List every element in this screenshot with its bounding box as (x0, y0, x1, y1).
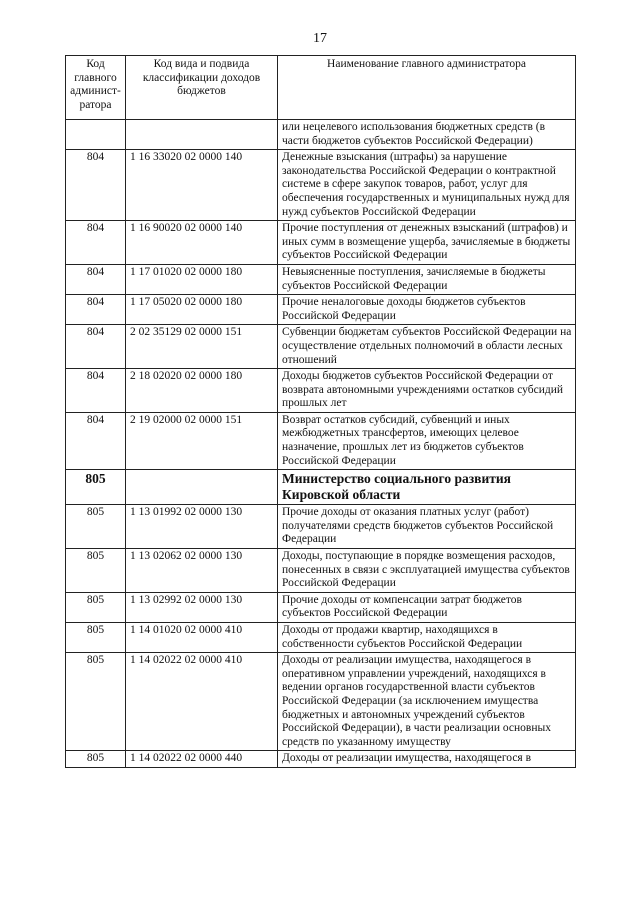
table-row (66, 221, 576, 265)
table-row (66, 592, 576, 622)
cell-classification-code: 1 16 90020 02 0000 140 (126, 221, 278, 265)
table-row (66, 549, 576, 593)
cell-admin-name: Доходы от реализации имущества, находящегося в оперативном управлении учреждений, находящихся в ведении органов государственной власти субъектов Российской Федерации (за исключением имущества бюджетных и автономных учреждений субъектов Российской Федерации), в части реализации основных средств по указанному имуществу (278, 653, 576, 751)
cell-admin-name: Прочие доходы от оказания платных услуг (работ) получателями средств бюджетов субъектов Российской Федерации (278, 505, 576, 549)
cell-admin-code: 805 (66, 623, 126, 653)
cell-classification-code: 1 14 02022 02 0000 440 (126, 751, 278, 768)
cell-admin-name: Прочие неналоговые доходы бюджетов субъектов Российской Федерации (278, 295, 576, 325)
cell-admin-code: 804 (66, 369, 126, 413)
cell-admin-code: 805 (66, 549, 126, 593)
cell-admin-name: Возврат остатков субсидий, субвенций и иных межбюджетных трансфертов, имеющих целевое назначение, прошлых лет из бюджетов субъектов Российской Федерации (278, 412, 576, 469)
cell-admin-code: 805 (66, 592, 126, 622)
cell-admin-code: 804 (66, 221, 126, 265)
cell-admin-name: Доходы от реализации имущества, находящегося в (278, 751, 576, 768)
header-classification-code: Код вида и подвида классификации доходов бюджетов (126, 56, 278, 120)
cell-admin-code: 804 (66, 412, 126, 469)
table-row (66, 325, 576, 369)
table-row (66, 150, 576, 221)
cell-admin-code: 805 (66, 653, 126, 751)
cell-classification-code: 2 19 02000 02 0000 151 (126, 412, 278, 469)
cell-admin-name: Невыясненные поступления, зачисляемые в бюджеты субъектов Российской Федерации (278, 264, 576, 294)
table-row (66, 751, 576, 768)
header-admin-code: Код главного админист-ратора (66, 56, 126, 120)
cell-classification-code: 1 17 01020 02 0000 180 (126, 264, 278, 294)
table-row (66, 623, 576, 653)
table-row (66, 295, 576, 325)
cell-admin-name: Субвенции бюджетам субъектов Российской Федерации на осуществление отдельных полномочий в области лесных отношений (278, 325, 576, 369)
table-row (66, 264, 576, 294)
cell-classification-code: 1 14 01020 02 0000 410 (126, 623, 278, 653)
cell-classification-code: 1 13 02062 02 0000 130 (126, 549, 278, 593)
cell-admin-code: 804 (66, 264, 126, 294)
table-row (66, 369, 576, 413)
cell-admin-code: 804 (66, 150, 126, 221)
cell-admin-code: 805 (66, 751, 126, 768)
cell-admin-name: Прочие доходы от компенсации затрат бюджетов субъектов Российской Федерации (278, 592, 576, 622)
cell-admin-code: 805 (66, 505, 126, 549)
revenue-admin-table (65, 55, 576, 768)
cell-classification-code: 1 16 33020 02 0000 140 (126, 150, 278, 221)
cell-classification-code (126, 120, 278, 150)
section-row (66, 470, 576, 505)
table-header-row (66, 56, 576, 120)
cell-admin-name: Прочие поступления от денежных взысканий (штрафов) и иных сумм в возмещение ущерба, зачисляемые в бюджеты субъектов Российской Федерации (278, 221, 576, 265)
cell-admin-code: 805 (66, 470, 126, 505)
cell-classification-code: 1 13 01992 02 0000 130 (126, 505, 278, 549)
cell-admin-code: 804 (66, 325, 126, 369)
table-body (66, 120, 576, 768)
table-row (66, 505, 576, 549)
cell-classification-code: 2 18 02020 02 0000 180 (126, 369, 278, 413)
cell-admin-name: Денежные взыскания (штрафы) за нарушение законодательства Российской Федерации о контрактной системе в сфере закупок товаров, работ, услуг для обеспечения государственных и муниципальных нужд для нужд субъектов Российской Федерации (278, 150, 576, 221)
cell-admin-name: или нецелевого использования бюджетных средств (в части бюджетов субъектов Российской Федерации) (278, 120, 576, 150)
table-row (66, 653, 576, 751)
cell-admin-name: Доходы, поступающие в порядке возмещения расходов, понесенных в связи с эксплуатацией имущества субъектов Российской Федерации (278, 549, 576, 593)
cell-admin-code (66, 120, 126, 150)
cell-admin-code: 804 (66, 295, 126, 325)
table-row (66, 412, 576, 469)
cell-classification-code: 1 13 02992 02 0000 130 (126, 592, 278, 622)
table-row (66, 120, 576, 150)
cell-admin-name: Доходы от продажи квартир, находящихся в собственности субъектов Российской Федерации (278, 623, 576, 653)
page-number: 17 (313, 31, 327, 46)
cell-classification-code: 2 02 35129 02 0000 151 (126, 325, 278, 369)
cell-classification-code: 1 14 02022 02 0000 410 (126, 653, 278, 751)
cell-classification-code (126, 470, 278, 505)
cell-admin-name: Министерство социального развития Кировской области (278, 470, 576, 505)
cell-admin-name: Доходы бюджетов субъектов Российской Федерации от возврата автономными учреждениями остатков субсидий прошлых лет (278, 369, 576, 413)
cell-classification-code: 1 17 05020 02 0000 180 (126, 295, 278, 325)
header-admin-name: Наименование главного администратора (278, 56, 576, 120)
